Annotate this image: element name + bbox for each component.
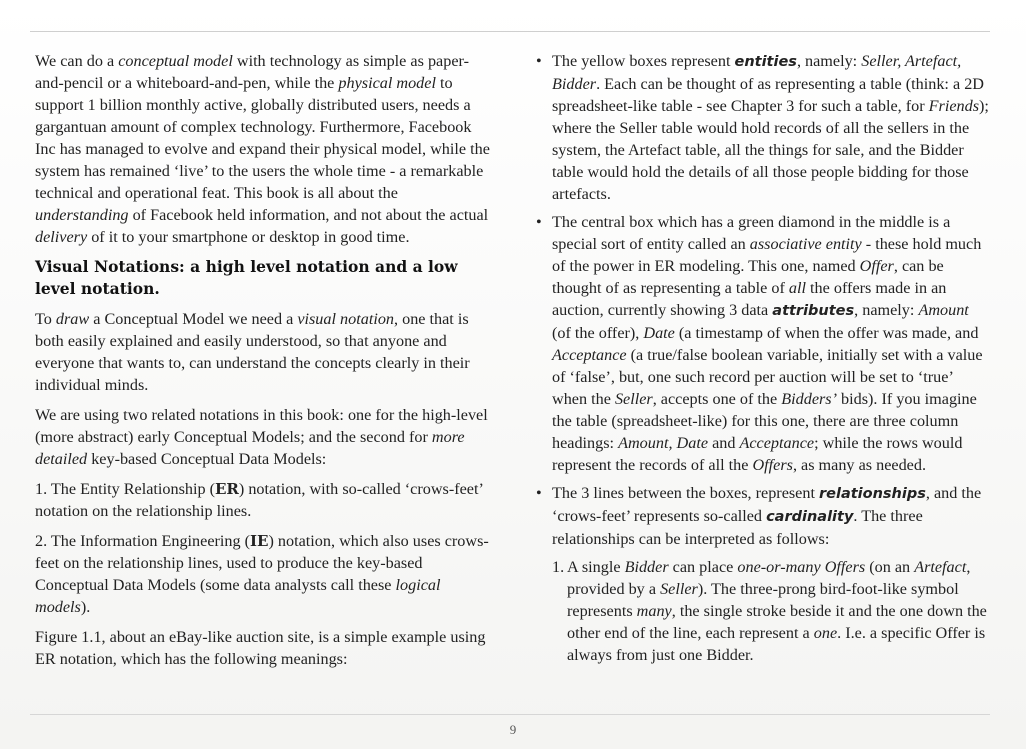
emphasis: Offer xyxy=(859,257,894,275)
emphasis: one xyxy=(813,624,838,642)
emphasis: more detailed xyxy=(35,428,465,468)
emphasis: associative entity xyxy=(749,235,862,253)
sublist-item-number: 1. xyxy=(552,558,565,576)
paragraph-conceptual-model: We can do a conceptual model with technology as simple as paper-and-pencil or a whiteboard-and-pen, while the physical model to support 1 billion monthly active, globally distributed users, needs a gargantuan amount of complex technology. Furthermore, Facebook Inc has managed to evolve and expand their physical model, while the system has remained ‘live’ to the users the whole time - a remarkable technical and operational feat. This book is all about the understanding of Facebook held information, and not about the actual delivery of it to your smartphone or desktop in good time. xyxy=(35,52,490,246)
relationship-sublist xyxy=(552,556,990,666)
emphasis: Acceptance xyxy=(739,434,815,452)
emphasis: Seller xyxy=(660,580,698,598)
emphasis: Seller xyxy=(614,390,653,408)
page-number: 9 xyxy=(509,722,517,737)
bullet-relationships-text: The 3 lines between the boxes, represent relationships, and the ‘crows-feet’ represents so-called cardinality. The three relationships can be interpreted as follows: xyxy=(552,484,982,548)
emphasis: understanding xyxy=(35,206,129,224)
section-heading: Visual Notations: a high level notation and a low level notation. xyxy=(35,257,458,298)
sublist-item-1 xyxy=(552,556,990,666)
emphasis: Amount xyxy=(918,301,969,319)
acronym: IE xyxy=(250,532,269,550)
emphasis: one-or-many Offers xyxy=(737,558,866,576)
top-rule xyxy=(30,31,990,32)
emphasis: Date xyxy=(643,324,675,342)
paragraph-two-notations: We are using two related notations in this book: one for the high-level (more abstract) early Conceptual Models; and the second for more detailed key-based Conceptual Data Models: xyxy=(35,406,488,468)
emphasis: Seller, Artefact, Bidder xyxy=(552,52,962,93)
key-term: entities xyxy=(734,54,797,70)
bullet-relationships xyxy=(536,482,990,666)
emphasis: Artefact xyxy=(914,558,967,576)
emphasis: many xyxy=(636,602,672,620)
emphasis: all xyxy=(788,279,806,297)
emphasis: physical model xyxy=(338,74,436,92)
emphasis: Amount, Date xyxy=(618,434,709,452)
emphasis: conceptual model xyxy=(118,52,233,70)
emphasis: Acceptance xyxy=(552,346,627,364)
key-term: attributes xyxy=(772,303,855,319)
emphasis: Bidder xyxy=(624,558,669,576)
left-column xyxy=(35,50,490,678)
right-column xyxy=(536,50,990,672)
acronym: ER xyxy=(215,480,239,498)
sublist-item-text: A single Bidder can place one-or-many Offers (on an Artefact, provided by a Seller). The three-prong bird-foot-like symbol represents many, the single stroke beside it and the one down the other end of the line, each represent a one. I.e. a specific Offer is always from just one Bidder. xyxy=(567,558,987,664)
emphasis: Friends xyxy=(928,97,980,115)
key-term: relationships xyxy=(819,486,926,502)
emphasis: draw xyxy=(55,310,90,328)
key-term: cardinality xyxy=(766,509,854,525)
emphasis: visual notation xyxy=(297,310,395,328)
paragraph-figure-reference: Figure 1.1, about an eBay-like auction site, is a simple example using ER notation, which has the following meanings: xyxy=(35,628,486,668)
emphasis: logical models xyxy=(35,576,441,616)
emphasis: delivery xyxy=(35,228,88,246)
emphasis: Offers xyxy=(752,456,793,474)
emphasis: Bidders’ xyxy=(781,390,837,408)
paragraph-er-notation: 1. The Entity Relationship (ER) notation, with so-called ‘crows-feet’ notation on the relationship lines. xyxy=(35,480,483,520)
bottom-rule xyxy=(30,714,990,715)
bullet-entities: • The yellow boxes represent entities, namely: Seller, Artefact, Bidder. Each can be thought of as representing a table (think: a 2D spreadsheet-like table - see Chapter 3 for such a table, for Friends); where the Seller table would hold records of all the sellers in the system, the Artefact table, all the things for sale, and the Bidder table would hold the details of all those people bidding for those artefacts. xyxy=(536,50,990,205)
paragraph-draw-notation: To draw a Conceptual Model we need a visual notation, one that is both easily explained and easily understood, so that anyone and everyone that wants to, can understand the concepts clearly in their individual minds. xyxy=(35,310,470,394)
bullet-associative-entity: • The central box which has a green diamond in the middle is a special sort of entity called an associative entity - these hold much of the power in ER modeling. This one, named Offer, can be thought of as representing a table of all the offers made in an auction, currently showing 3 data attributes, namely: Amount (of the offer), Date (a timestamp of when the offer was made, and Acceptance (a true/false boolean variable, initially set with a value of ‘false’, but, one such record per auction will be set to ‘true’ when the Seller, accepts one of the Bidders’ bids). If you imagine the table (spreadsheet-like) for this one, there are three column headings: Amount, Date and Acceptance; while the rows would represent the records of all the Offers, as many as needed. xyxy=(536,211,990,476)
paragraph-ie-notation: 2. The Information Engineering (IE) notation, which also uses crows-feet on the relationship lines, used to produce the key-based Conceptual Data Models (some data analysts call these logical models). xyxy=(35,532,489,616)
meanings-list xyxy=(536,50,990,666)
